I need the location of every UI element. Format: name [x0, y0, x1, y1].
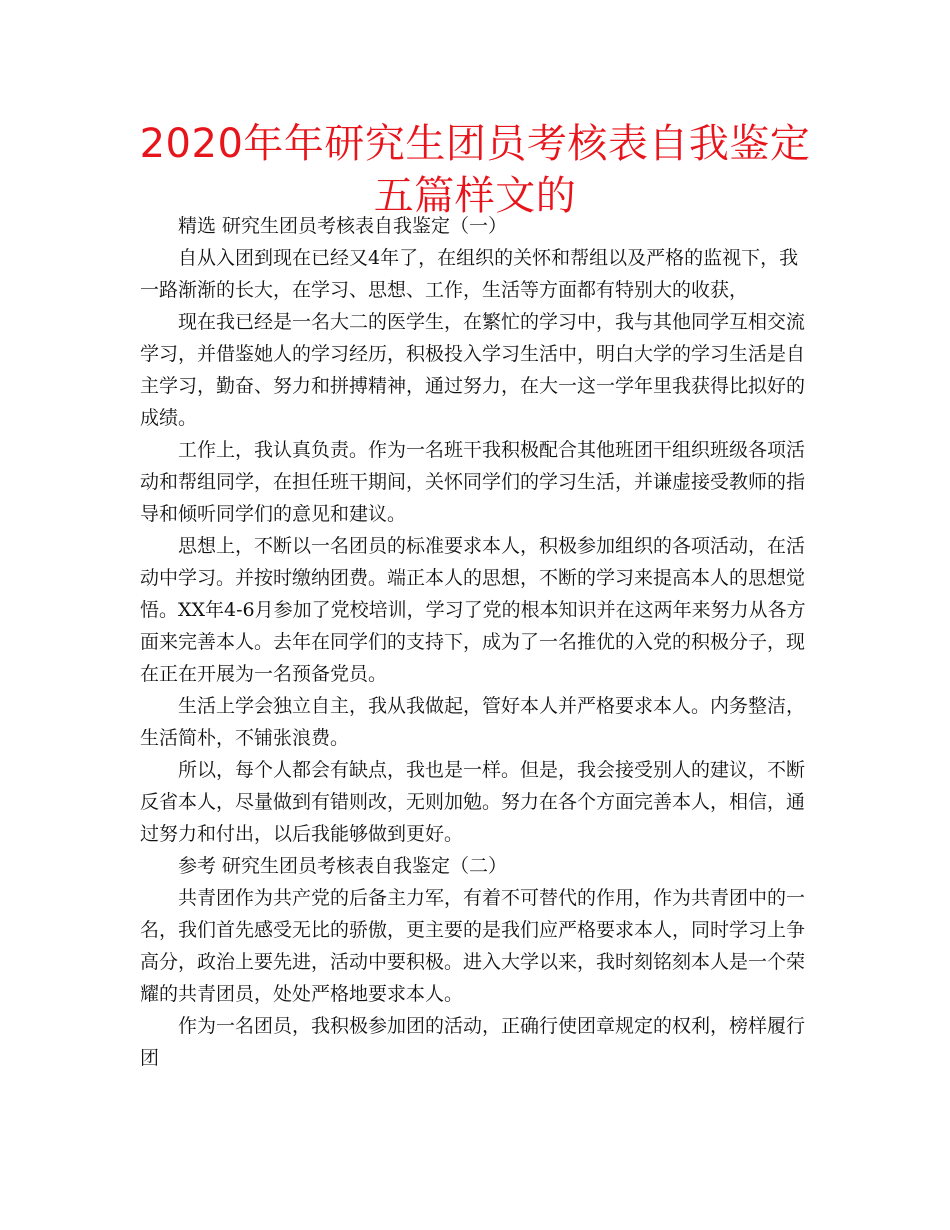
section-heading-2: 参考 研究生团员考核表自我鉴定（二） [178, 855, 508, 877]
paragraph: 生活上学会独立自主，我从我做起，管好本人并严格要求本人。内务整洁，生活简朴，不铺张浪费。 [140, 695, 806, 749]
section-heading-1: 精选 研究生团员考核表自我鉴定（一） [178, 215, 508, 237]
document-title: 2020年年研究生团员考核表自我鉴定五篇样文的 [139, 121, 811, 219]
paragraph: 现在我已经是一名大二的医学生，在繁忙的学习中，我与其他同学互相交流学习，并借鉴她人的学习经历，积极投入学习生活中，明白大学的学习生活是自主学习，勤奋、努力和拼搏精神，通过努力，在大一这一学年里我获得比拟好的成绩。 [140, 311, 806, 429]
paragraph: 所以，每个人都会有缺点，我也是一样。但是，我会接受别人的建议，不断反省本人，尽量做到有错则改，无则加勉。努力在各个方面完善本人，相信，通过努力和付出，以后我能够做到更好。 [140, 759, 806, 845]
document-body [140, 210, 812, 1074]
paragraph: 工作上，我认真负责。作为一名班干我积极配合其他班团干组织班级各项活动和帮组同学，在担任班干期间，关怀同学们的学习生活，并谦虚接受教师的指导和倾听同学们的意见和建议。 [140, 439, 806, 525]
paragraph: 作为一名团员，我积极参加团的活动，正确行使团章规定的权利，榜样履行团 [140, 1015, 806, 1069]
paragraph: 共青团作为共产党的后备主力军，有着不可替代的作用，作为共青团中的一名，我们首先感受无比的骄傲，更主要的是我们应严格要求本人，同时学习上争高分，政治上要先进，活动中要积极。进入大学以来，我时刻铭刻本人是一个荣耀的共青团员，处处严格地要求本人。 [140, 887, 806, 1005]
paragraph: 自从入团到现在已经又4年了，在组织的关怀和帮组以及严格的监视下，我一路渐渐的长大，在学习、思想、工作，生活等方面都有特别大的收获， [140, 247, 799, 301]
paragraph: 思想上，不断以一名团员的标准要求本人，积极参加组织的各项活动，在活动中学习。并按时缴纳团费。端正本人的思想，不断的学习来提高本人的思想觉悟。XX年4-6月参加了党校培训，学习了党的根本知识并在这两年来努力从各方面来完善本人。去年在同学们的支持下，成为了一名推优的入党的积极分子，现在正在开展为一名预备党员。 [140, 535, 806, 685]
